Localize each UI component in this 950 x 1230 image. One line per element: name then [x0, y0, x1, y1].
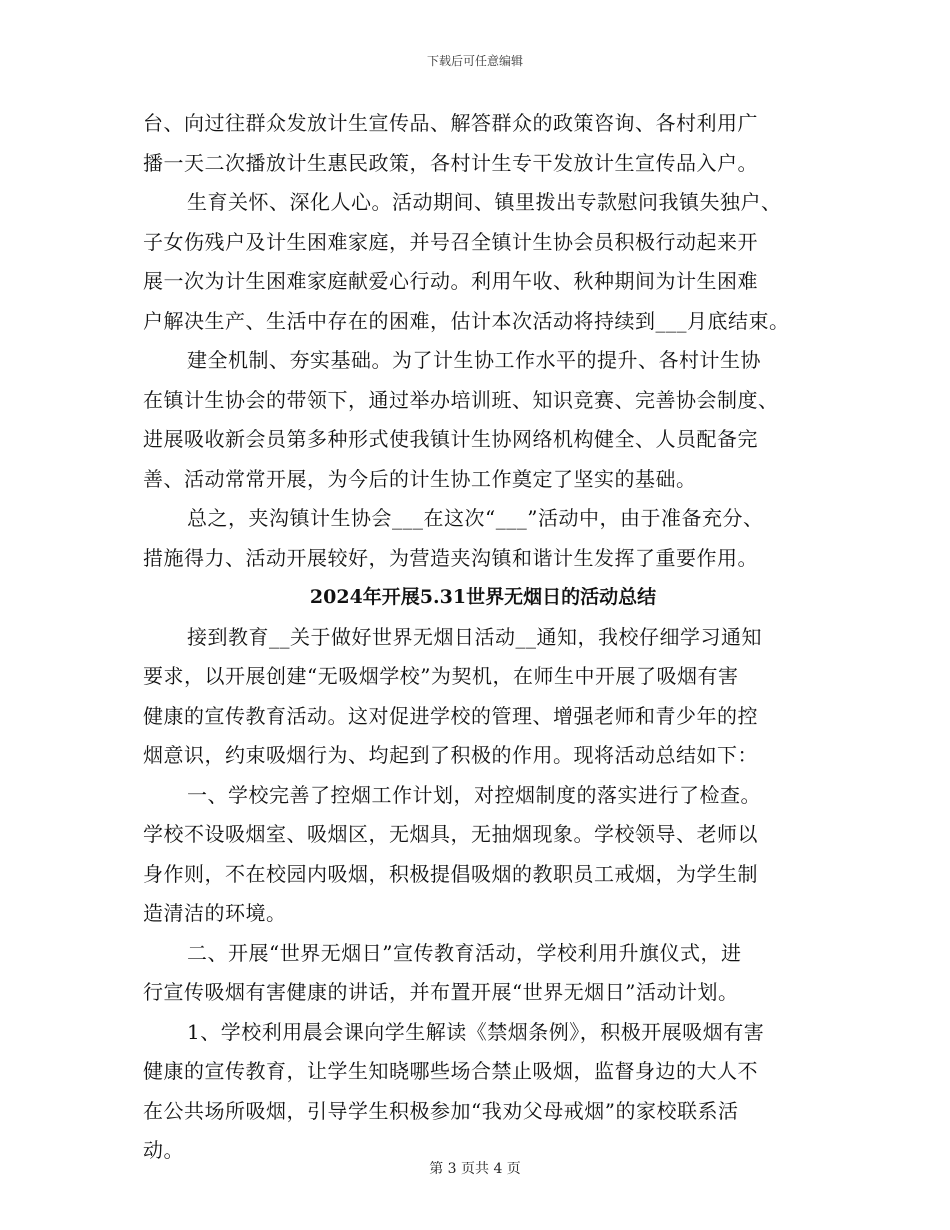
body-line: 动。: [143, 1138, 184, 1162]
body-line: 子女伤残户及计生困难家庭，并号召全镇计生协会员积极行动起来开: [143, 229, 758, 254]
body-line: 学校不设吸烟室、吸烟区，无烟具，无抽烟现象。学校领导、老师以: [143, 822, 758, 846]
body-line: 健康的宣传教育，让学生知晓哪些场合禁止吸烟，监督身边的大人不: [143, 1059, 758, 1083]
body-line: 展一次为计生困难家庭献爱心行动。利用午收、秋种期间为计生困难: [143, 269, 758, 293]
paragraph-start-line: 1、学校利用晨会课向学生解读《禁烟条例》，积极开展吸烟有害: [187, 1019, 765, 1044]
paragraph-start-line: 二、开展“世界无烟日”宣传教育活动，学校利用升旗仪式，进: [187, 940, 742, 965]
document-body: [143, 104, 823, 1171]
section-title: 2024年开展5.31世界无烟日的活动总结: [309, 586, 657, 608]
body-line: 播一天二次播放计生惠民政策，各村计生专干发放计生宣传品入户。: [143, 150, 758, 175]
body-line: 户解决生产、生活中存在的困难，估计本次活动将持续到___月底结束。: [143, 308, 790, 333]
page-footer: 第 3 页共 4 页: [429, 1161, 521, 1177]
paragraph-start-line: 生育关怀、深化人心。活动期间、镇里拨出专款慰问我镇失独户、: [187, 190, 782, 214]
page-header: 下载后可任意编辑: [426, 54, 523, 68]
body-line: 进展吸收新会员第多种形式使我镇计生协网络机构健全、人员配备完: [143, 427, 758, 451]
body-line: 要求，以开展创建“无吸烟学校”为契机，在师生中开展了吸烟有害: [143, 664, 739, 688]
paragraph-start-line: 一、学校完善了控烟工作计划，对控烟制度的落实进行了检查。: [187, 782, 761, 807]
body-line: 身作则，不在校园内吸烟，积极提倡吸烟的教职员工戒烟，为学生制: [143, 861, 758, 886]
paragraph-start-line: 接到教育__关于做好世界无烟日活动__通知，我校仔细学习通知: [187, 624, 762, 649]
body-line: 烟意识，约束吸烟行为、均起到了积极的作用。现将活动总结如下：: [143, 743, 758, 767]
paragraph-start-line: 总之，夹沟镇计生协会___在这次“___”活动中，由于准备充分、: [187, 506, 764, 530]
body-line: 措施得力、活动开展较好，为营造夹沟镇和谐计生发挥了重要作用。: [143, 545, 758, 570]
body-line: 在镇计生协会的带领下，通过举办培训班、知识竞赛、完善协会制度、: [143, 387, 779, 412]
body-line: 台、向过往群众发放计生宣传品、解答群众的政策咨询、各村利用广: [143, 111, 758, 135]
body-line: 健康的宣传教育活动。这对促进学校的管理、增强老师和青少年的控: [143, 703, 758, 728]
body-line: 行宣传吸烟有害健康的讲话，并布置开展“世界无烟日”活动计划。: [143, 980, 739, 1004]
body-line: 善、活动常常开展，为今后的计生协工作奠定了坚实的基础。: [143, 466, 697, 491]
body-line: 在公共场所吸烟，引导学生积极参加“我劝父母戒烟”的家校联系活: [143, 1098, 739, 1123]
body-line: 造清洁的环境。: [143, 901, 287, 925]
paragraph-start-line: 建全机制、夯实基础。为了计生协工作水平的提升、各村计生协: [187, 348, 761, 372]
